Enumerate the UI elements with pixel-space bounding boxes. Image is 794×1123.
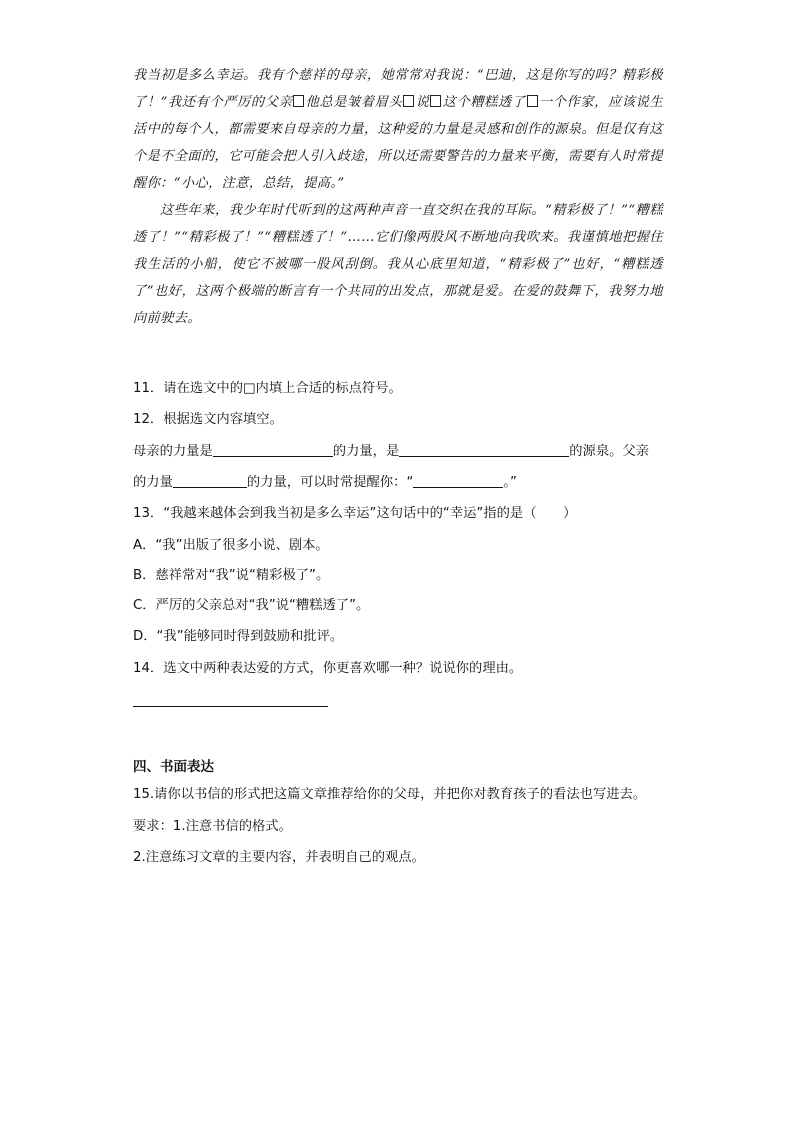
passage-paragraph-1 [133,62,663,197]
question-12-line-1 [133,442,663,461]
passage-text: 一个作家，应该说生活中的每个人，都需要来自母亲的力量，这种爱的力量是灵感和创作的源泉。但是仅有这个是不全面的，它可能会把人引入歧途，所以还需要警告的力量来平衡，需要有人时常提醒你：“小心，注意，总结，提高。” [133,95,663,191]
passage-text: 说 [415,95,430,110]
passage-text: 我当初是多么幸运。我有个慈祥的母亲，她常常对我说：“巴迪，这是你写的吗？精彩极了！”我还有个严厉的父亲 [133,68,663,110]
fill-blank[interactable] [399,442,569,457]
question-14: 14．选文中两种表达爱的方式，你更喜欢哪一种？说说你的理由。 [133,661,523,676]
passage-paragraph-2: 这些年来，我少年时代听到的这两种声音一直交织在我的耳际。“精彩极了！”“糟糕透了！”“精彩极了！”“糟糕透了！”……它们像两股风不断地向我吹来。我谨慎地把握住我生活的小船，使它不被哪一股风刮倒。我从心底里知道，“精彩极了”也好，“糟糕透了”也好，这两个极端的断言有一个共同的出发点，那就是爱。在爱的鼓舞下，我努力地向前驶去。 [133,203,663,326]
question-text: 的力量，是 [332,444,400,459]
question-15-requirement-1: 要求：1.注意书信的格式。 [133,819,292,834]
section-title: 四、书面表达 [133,759,214,775]
question-13-option-b[interactable]: B．慈祥常对“我”说“精彩极了”。 [133,568,330,583]
punctuation-blank-box[interactable] [527,95,538,107]
question-13-option-c[interactable]: C．严厉的父亲总对“我”说“糟糕透了”。 [133,598,370,613]
question-13-option-d[interactable]: D．“我”能够同时得到鼓励和批评。 [133,629,344,644]
punctuation-blank-box[interactable] [430,95,441,107]
fill-blank[interactable] [173,473,247,488]
question-12-line-2 [133,473,663,492]
answer-line[interactable] [133,706,328,707]
question-text: 的力量 [133,475,173,490]
question-text: 的力量，可以时常提醒你：“ [246,475,414,490]
question-text: 的源泉。父亲 [569,444,650,459]
punctuation-blank-box[interactable] [293,95,304,107]
question-15: 15.请你以书信的形式把这篇文章推荐给你的父母，并把你对教育孩子的看法也写进去。 [133,787,647,802]
question-13: 13．“我越来越体会到我当初是多么幸运”这句话中的“幸运”指的是（ ） [133,506,577,521]
question-15-requirement-2: 2.注意练习文章的主要内容，并表明自己的观点。 [133,850,425,865]
question-11: 11．请在选文中的□内填上合适的标点符号。 [133,381,402,396]
question-text: 。” [503,475,517,490]
question-13-option-a[interactable]: A．“我”出版了很多小说、剧本。 [133,538,329,553]
passage-text: 这个糟糕透了 [442,95,526,110]
reading-passage [133,62,663,332]
question-12: 12．根据选文内容填空。 [133,412,283,427]
question-text: 母亲的力量是 [133,444,213,459]
punctuation-blank-box[interactable] [403,95,414,107]
fill-blank[interactable] [213,442,333,457]
fill-blank[interactable] [413,473,503,488]
passage-text: 他总是皱着眉头 [305,95,403,110]
